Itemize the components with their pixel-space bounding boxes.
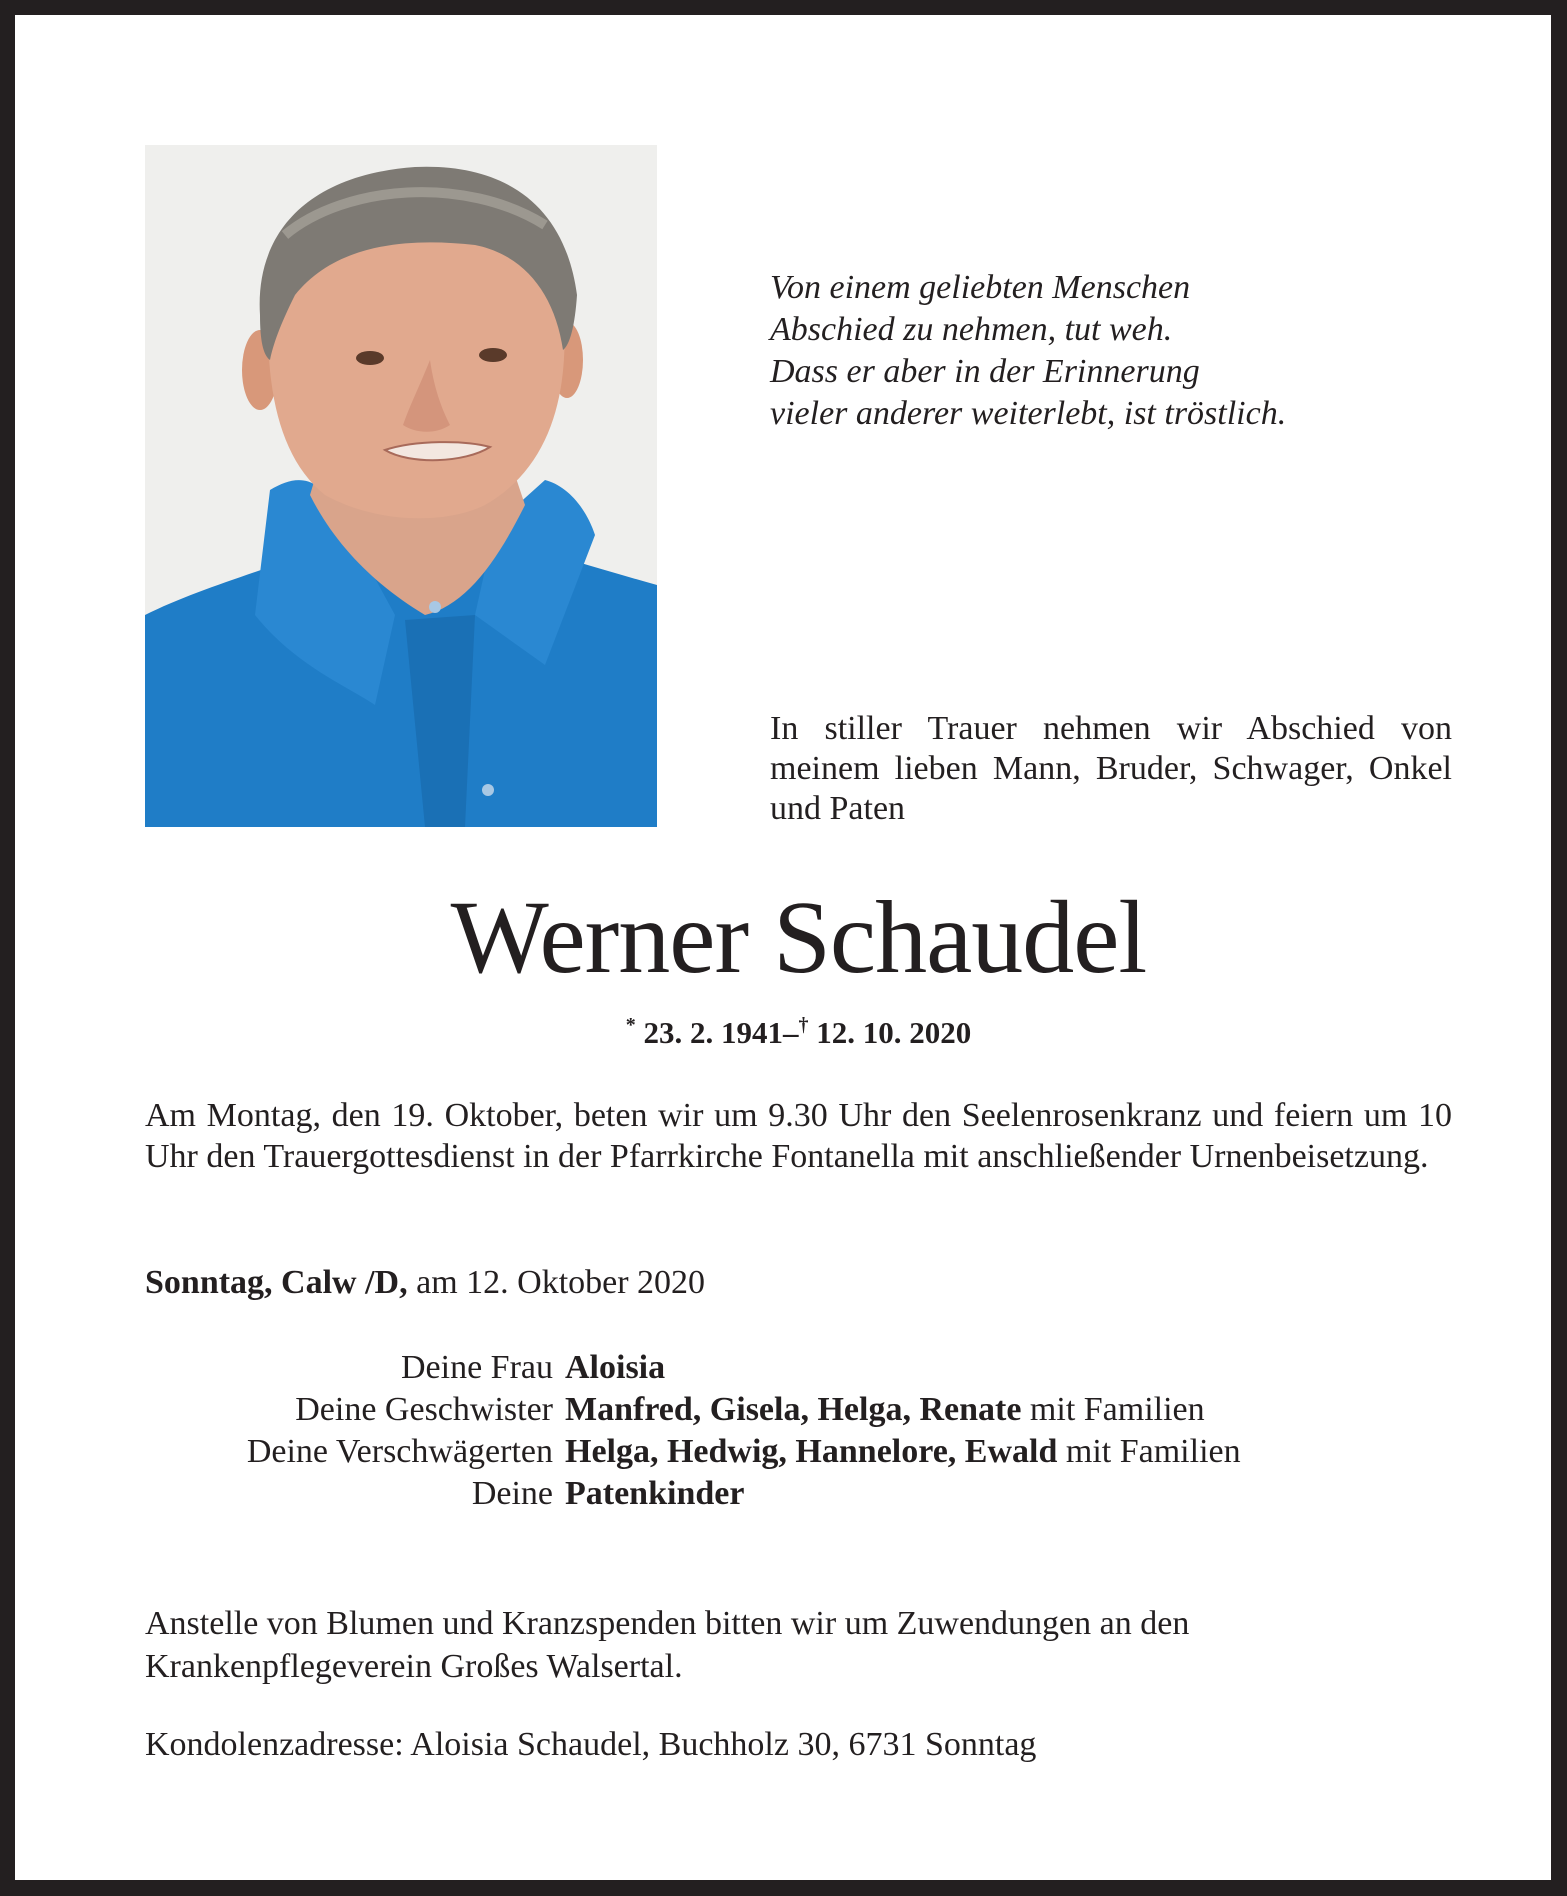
family-relation: Deine Geschwister (295, 1391, 553, 1428)
family-relation: Deine Verschwägerten (246, 1433, 553, 1470)
family-list (145, 1347, 1475, 1515)
quote-line: Von einem geliebten Menschen (770, 269, 1191, 306)
date: am 12. Oktober 2020 (416, 1264, 706, 1301)
deceased-name: Werner Schaudel (450, 880, 1147, 995)
family-suffix: mit Familien (1029, 1391, 1205, 1428)
family-relation: Deine (471, 1475, 553, 1512)
birth-date: 23. 2. 1941 (643, 1015, 783, 1050)
donation-request: Anstelle von Blumen und Kranzspenden bitten wir um Zuwendungen an den Krankenpflegeverein Großes Walsertal. (145, 1605, 1190, 1685)
family-row (145, 1389, 1475, 1431)
condolence-address: Kondolenzadresse: Aloisia Schaudel, Buchholz 30, 6731 Sonntag (145, 1726, 1037, 1763)
portrait-photo (145, 145, 657, 827)
place-and-date (145, 1263, 705, 1303)
family-names: Helga, Hedwig, Hannelore, Ewald (565, 1433, 1058, 1470)
mourning-intro: In stiller Trauer nehmen wir Abschied von meinem lieben Mann, Bruder, Schwager, Onkel und Paten (770, 710, 1452, 827)
quote-line: Abschied zu nehmen, tut weh. (770, 311, 1173, 348)
place: Sonntag, Calw /D, (145, 1264, 408, 1301)
death-cross-icon: † (798, 1014, 809, 1036)
date-separator: – (783, 1015, 799, 1050)
family-names: Aloisia (565, 1349, 666, 1386)
family-names: Manfred, Gisela, Helga, Renate (565, 1391, 1022, 1428)
portrait-icon (145, 145, 657, 827)
family-names: Patenkinder (565, 1475, 745, 1512)
memorial-quote (770, 267, 1410, 435)
family-row (145, 1431, 1475, 1473)
life-dates (15, 1013, 1567, 1053)
family-row (145, 1347, 1475, 1389)
family-row (145, 1473, 1475, 1515)
funeral-service-info: Am Montag, den 19. Oktober, beten wir um 9.30 Uhr den Seelenrosenkranz und feiern um 10 Uhr den Trauergottesdienst in der Pfarrkirche Fontanella mit anschließender Urnenbeisetzung. (145, 1097, 1452, 1175)
family-suffix: mit Familien (1065, 1433, 1241, 1470)
obituary-page (15, 15, 1551, 1880)
birth-star-icon: * (625, 1014, 636, 1036)
family-relation: Deine Frau (400, 1349, 553, 1386)
death-date: 12. 10. 2020 (816, 1015, 972, 1050)
quote-line: vieler anderer weiterlebt, ist tröstlich. (770, 395, 1287, 432)
quote-line: Dass er aber in der Erinnerung (770, 353, 1200, 390)
